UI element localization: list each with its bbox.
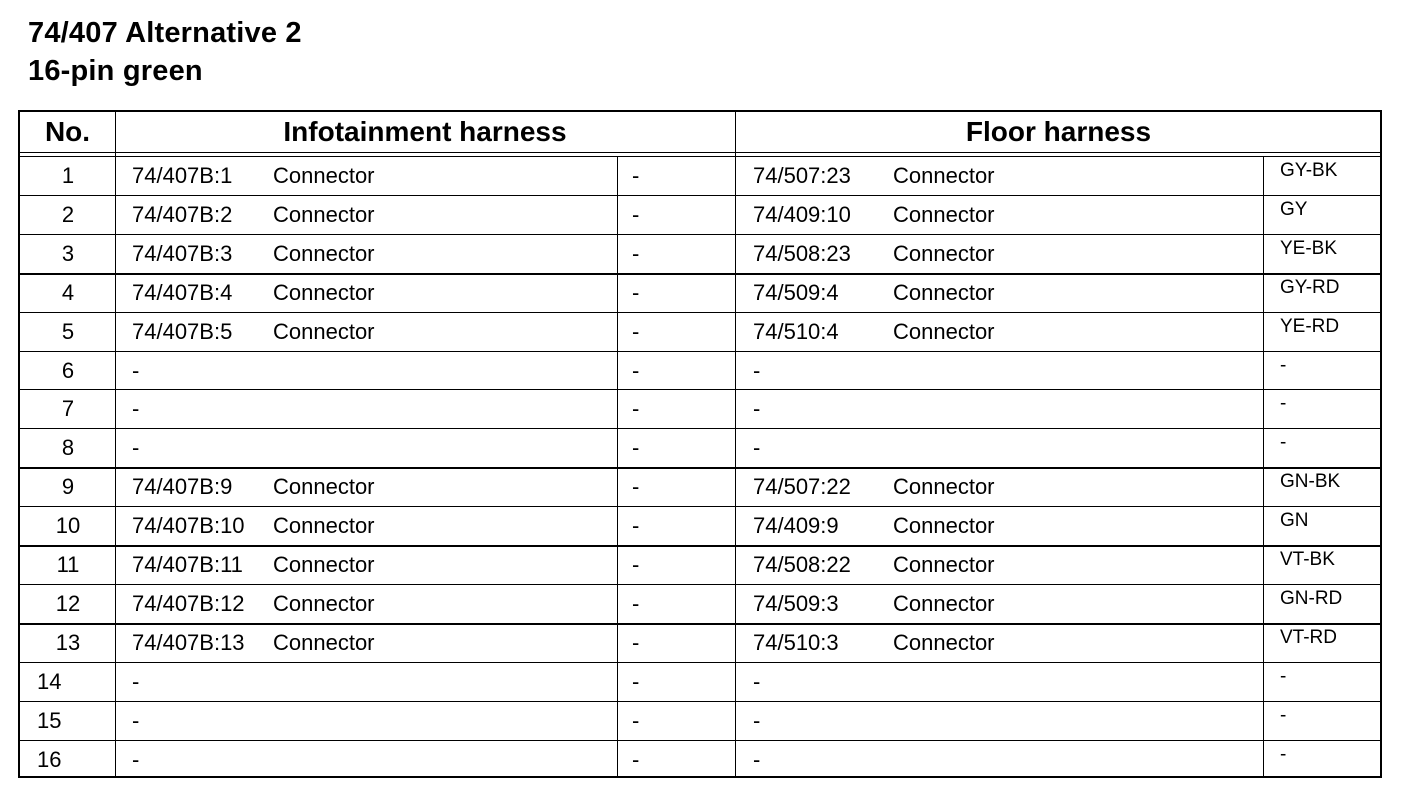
row-number: 14 (37, 668, 62, 694)
infotainment-color: - (632, 435, 640, 461)
header-divider (20, 152, 1380, 153)
infotainment-type: Connector (273, 201, 375, 227)
infotainment-color: - (632, 668, 640, 694)
row-divider (20, 623, 1380, 625)
row-number: 12 (55, 590, 81, 616)
table-row (20, 506, 1380, 545)
floor-type: Connector (893, 201, 995, 227)
floor-pin: - (753, 668, 761, 694)
infotainment-pin: - (132, 746, 140, 772)
infotainment-color: - (632, 707, 640, 733)
floor-pin: 74/510:4 (753, 318, 839, 344)
floor-pin: - (753, 396, 761, 422)
header-infotainment-harness: Infotainment harness (283, 116, 567, 147)
infotainment-type: Connector (273, 474, 375, 500)
floor-wire-color: GN (1280, 510, 1309, 532)
floor-type: Connector (893, 513, 995, 539)
floor-wire-color: - (1280, 704, 1287, 726)
document-title (28, 14, 302, 90)
row-divider (20, 351, 1380, 352)
table-row (20, 389, 1380, 428)
table-row (20, 467, 1380, 506)
row-divider (20, 389, 1380, 390)
infotainment-type: Connector (273, 590, 375, 616)
row-divider (20, 428, 1380, 429)
floor-wire-color: YE-RD (1280, 315, 1340, 337)
floor-wire-color: - (1280, 432, 1287, 454)
title-line-1: 74/407 Alternative 2 (28, 17, 302, 49)
infotainment-pin: 74/407B:11 (132, 552, 243, 577)
table-row (20, 545, 1380, 584)
infotainment-pin: - (132, 396, 140, 422)
table-row (20, 195, 1380, 234)
table-row (20, 156, 1380, 195)
row-number: 13 (55, 629, 81, 655)
table-row (20, 351, 1380, 390)
row-divider (20, 234, 1380, 235)
floor-type: Connector (893, 163, 995, 188)
floor-wire-color: GY-BK (1280, 160, 1338, 181)
row-number: 7 (61, 396, 75, 422)
floor-type: Connector (893, 552, 995, 577)
floor-pin: - (753, 707, 761, 733)
floor-pin: 74/510:3 (753, 629, 839, 655)
infotainment-pin: 74/407B:10 (132, 513, 245, 539)
floor-pin: - (753, 746, 761, 772)
floor-wire-color: GY (1280, 198, 1308, 220)
floor-type: Connector (893, 240, 995, 266)
infotainment-pin: 74/407B:1 (132, 163, 233, 188)
infotainment-color: - (632, 590, 640, 616)
row-divider (20, 701, 1380, 702)
infotainment-color: - (632, 629, 640, 655)
floor-type: Connector (893, 590, 995, 616)
infotainment-color: - (632, 201, 640, 227)
infotainment-color: - (632, 513, 640, 539)
infotainment-color: - (632, 318, 640, 344)
table-row (20, 312, 1380, 351)
floor-wire-color: - (1280, 393, 1287, 415)
infotainment-type: Connector (273, 279, 375, 305)
row-number: 5 (61, 318, 75, 344)
row-number: 1 (61, 163, 75, 188)
row-divider (20, 312, 1380, 313)
row-number: 10 (55, 513, 81, 539)
row-number: 3 (61, 240, 75, 266)
infotainment-pin: 74/407B:3 (132, 240, 233, 266)
floor-wire-color: VT-BK (1280, 549, 1335, 570)
infotainment-type: Connector (273, 240, 375, 266)
floor-wire-color: - (1280, 354, 1287, 376)
row-number: 15 (37, 707, 62, 733)
row-number: 8 (61, 435, 75, 461)
row-number: 6 (61, 357, 75, 383)
row-number: 9 (61, 474, 75, 500)
row-divider (20, 506, 1380, 507)
floor-wire-color: GN-RD (1280, 587, 1343, 609)
row-divider (20, 584, 1380, 585)
infotainment-pin: 74/407B:9 (132, 474, 233, 500)
infotainment-color: - (632, 746, 640, 772)
floor-pin: 74/507:23 (753, 163, 851, 188)
floor-wire-color: GN-BK (1280, 471, 1341, 493)
table-row (20, 701, 1380, 740)
floor-pin: 74/509:3 (753, 590, 839, 616)
infotainment-pin: 74/407B:5 (132, 318, 233, 344)
header-no: No. (44, 116, 91, 147)
table-row (20, 623, 1380, 662)
floor-wire-color: GY-RD (1280, 276, 1340, 298)
floor-pin: - (753, 357, 761, 383)
title-line-2: 16-pin green (28, 55, 203, 87)
floor-wire-color: - (1280, 743, 1287, 765)
table-row (20, 428, 1380, 467)
floor-pin: 74/409:9 (753, 513, 839, 539)
infotainment-pin: - (132, 435, 140, 461)
infotainment-color: - (632, 396, 640, 422)
table-row (20, 234, 1380, 273)
row-divider (20, 195, 1380, 196)
table-row (20, 662, 1380, 701)
header-floor-harness: Floor harness (965, 116, 1152, 147)
table-row (20, 584, 1380, 623)
floor-type: Connector (893, 474, 995, 500)
floor-type: Connector (893, 279, 995, 305)
infotainment-color: - (632, 163, 640, 188)
floor-wire-color: - (1280, 665, 1287, 687)
table-row (20, 273, 1380, 312)
floor-wire-color: YE-BK (1280, 237, 1338, 259)
floor-pin: 74/507:22 (753, 474, 851, 500)
infotainment-color: - (632, 279, 640, 305)
row-number: 16 (37, 746, 62, 772)
floor-type: Connector (893, 629, 995, 655)
floor-pin: - (753, 435, 761, 461)
infotainment-type: Connector (273, 513, 375, 539)
infotainment-pin: - (132, 357, 140, 383)
infotainment-pin: 74/407B:13 (132, 629, 245, 655)
row-divider (20, 545, 1380, 547)
infotainment-type: Connector (273, 163, 375, 188)
row-divider (20, 740, 1380, 741)
row-number: 11 (56, 552, 80, 577)
floor-pin: 74/508:23 (753, 240, 851, 266)
infotainment-color: - (632, 240, 640, 266)
infotainment-pin: 74/407B:12 (132, 590, 245, 616)
floor-type: Connector (893, 318, 995, 344)
infotainment-pin: - (132, 707, 140, 733)
infotainment-color: - (632, 552, 640, 577)
infotainment-color: - (632, 357, 640, 383)
floor-pin: 74/409:10 (753, 201, 851, 227)
pinout-table (18, 110, 1382, 778)
infotainment-pin: - (132, 668, 140, 694)
floor-pin: 74/508:22 (753, 552, 851, 577)
floor-pin: 74/509:4 (753, 279, 839, 305)
infotainment-pin: 74/407B:2 (132, 201, 233, 227)
infotainment-type: Connector (273, 552, 375, 577)
infotainment-type: Connector (273, 318, 375, 344)
row-divider (20, 273, 1380, 275)
row-number: 4 (61, 279, 75, 305)
row-number: 2 (61, 201, 75, 227)
row-divider (20, 662, 1380, 663)
infotainment-color: - (632, 474, 640, 500)
infotainment-pin: 74/407B:4 (132, 279, 233, 305)
infotainment-type: Connector (273, 629, 375, 655)
row-divider (20, 467, 1380, 469)
floor-wire-color: VT-RD (1280, 626, 1337, 648)
table-row (20, 740, 1380, 779)
